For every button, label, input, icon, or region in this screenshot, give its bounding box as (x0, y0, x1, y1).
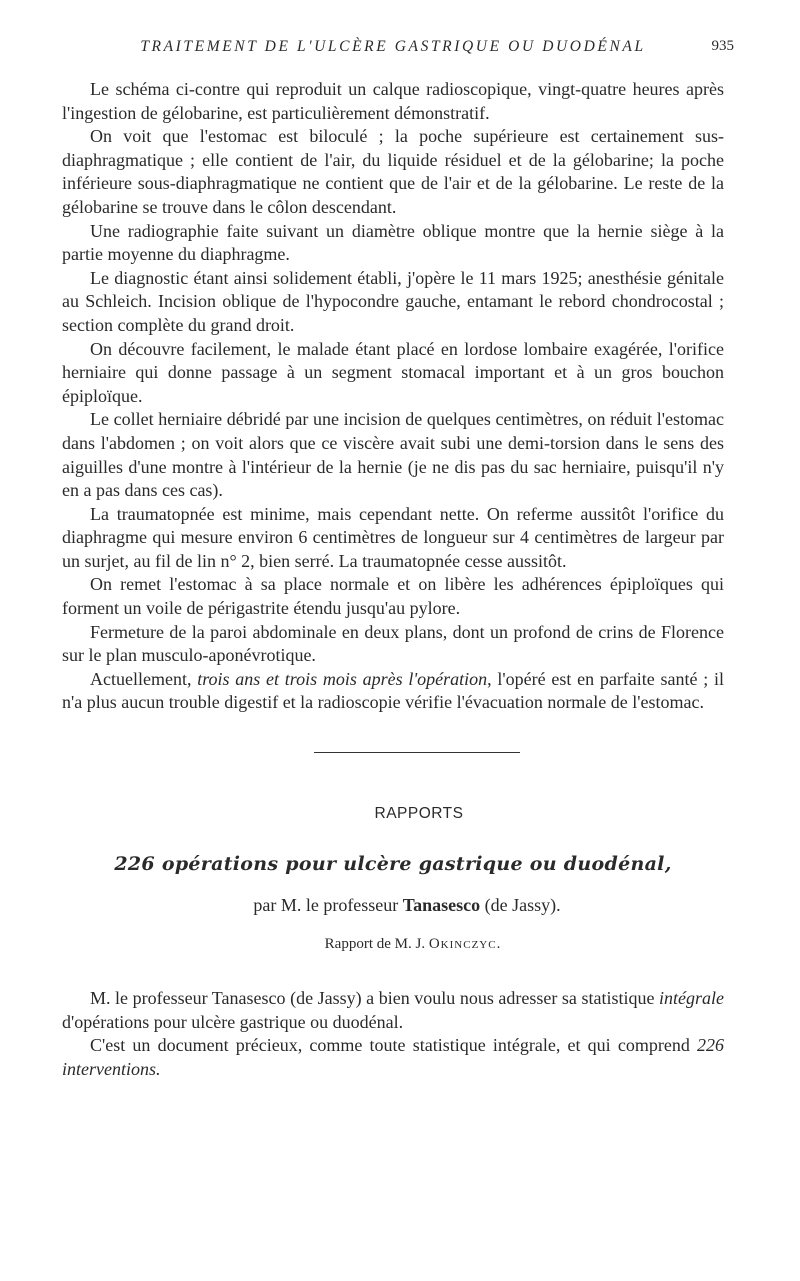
paragraph (62, 668, 724, 715)
body-text (62, 78, 724, 715)
paragraph: Le schéma ci-contre qui reproduit un calque radioscopique, vingt-quatre heures après l'ingestion de gélobarine, est particulièrement démonstratif. (62, 79, 724, 123)
section-divider (314, 752, 520, 753)
paragraph: Fermeture de la paroi abdominale en deux plans, dont un profond de crins de Florence sur le plan musculo-aponévrotique. (62, 621, 724, 666)
italic-phrase: intégrale (659, 988, 724, 1009)
paragraph-text: Actuellement, (90, 668, 198, 689)
paragraph: La traumatopnée est minime, mais cependant nette. On referme aussitôt l'orifice du diaphragme qui mesure environ 6 centimètres de longueur sur 4 centimètres de largeur par un surjet, au fil de lin n° 2, bien serré. La traumatopnée cesse aussitôt. (62, 503, 724, 571)
running-header (62, 30, 734, 66)
article-title: 226 opérations pour ulcère gastrique ou duodénal, (114, 853, 672, 876)
paragraph: Une radiographie faite suivant un diamètre oblique montre que la hernie siège à la partie moyenne du diaphragme. (62, 220, 724, 265)
section-heading: RAPPORTS (374, 805, 464, 823)
paragraph-text: d'opérations pour ulcère gastrique ou duodénal. (62, 1011, 404, 1032)
paragraph (62, 987, 724, 1034)
paragraph-text: M. le professeur Tanasesco (de Jassy) a bien voulu nous adresser sa statistique (90, 988, 659, 1009)
byline-prefix: par M. le professeur (253, 895, 403, 916)
document-page (62, 30, 734, 1081)
author-name: Tanasesco (402, 895, 481, 916)
report-prefix: Rapport de M. J. (324, 936, 429, 953)
paragraph-text: , l'opéré est en parfaite santé ; il n'a plus aucun trouble digestif et la radioscopie vérifie l'évacuation normale de l'estomac. (62, 668, 724, 713)
italic-phrase: 226 interventions. (62, 1035, 724, 1079)
running-title: TRAITEMENT DE L'ULCÈRE GASTRIQUE OU DUODÉNAL (140, 38, 646, 55)
byline (76, 895, 738, 916)
reporter-name: Okinczyc. (428, 936, 502, 953)
paragraph: On remet l'estomac à sa place normale et on libère les adhérences épiploïques qui forment un voile de périgastrite étendu jusqu'au pylore. (62, 574, 724, 619)
paragraph: On découvre facilement, le malade étant placé en lordose lombaire exagérée, l'orifice herniaire qui donne passage à un segment stomacal important et à un gros bouchon épiploïque. (62, 338, 724, 406)
paragraph: Le collet herniaire débridé par une incision de quelques centimètres, on réduit l'estomac dans l'abdomen ; on voit alors que ce viscère avait subi une demi-torsion dans le sens des aiguilles d'une montre à l'intérieur de la hernie (je ne dis pas du sac herniaire, puisqu'il n'y en a pas dans ces cas). (62, 409, 724, 501)
report-attribution (82, 936, 744, 953)
paragraph (62, 1034, 724, 1081)
closing-text (62, 987, 724, 1081)
paragraph-text: C'est un document précieux, comme toute statistique intégrale, et qui comprend (90, 1035, 697, 1056)
paragraph: Le diagnostic étant ainsi solidement établi, j'opère le 11 mars 1925; anesthésie génitale au Schleich. Incision oblique de l'hypocondre gauche, entamant le rebord chondrocostal ; section complète du grand droit. (62, 267, 724, 335)
paragraph: On voit que l'estomac est biloculé ; la poche supérieure est certainement sus-diaphragmatique ; elle contient de l'air, du liquide résiduel et de la gélobarine; la poche inférieure sous-diaphragmatique ne contient que de l'air et de la gélobarine. Le reste de la gélobarine se trouve dans le côlon descendant. (62, 126, 724, 217)
page-number: 935 (711, 38, 734, 54)
byline-suffix: (de Jassy). (480, 895, 561, 916)
italic-phrase: trois ans et trois mois après l'opération (197, 668, 488, 689)
